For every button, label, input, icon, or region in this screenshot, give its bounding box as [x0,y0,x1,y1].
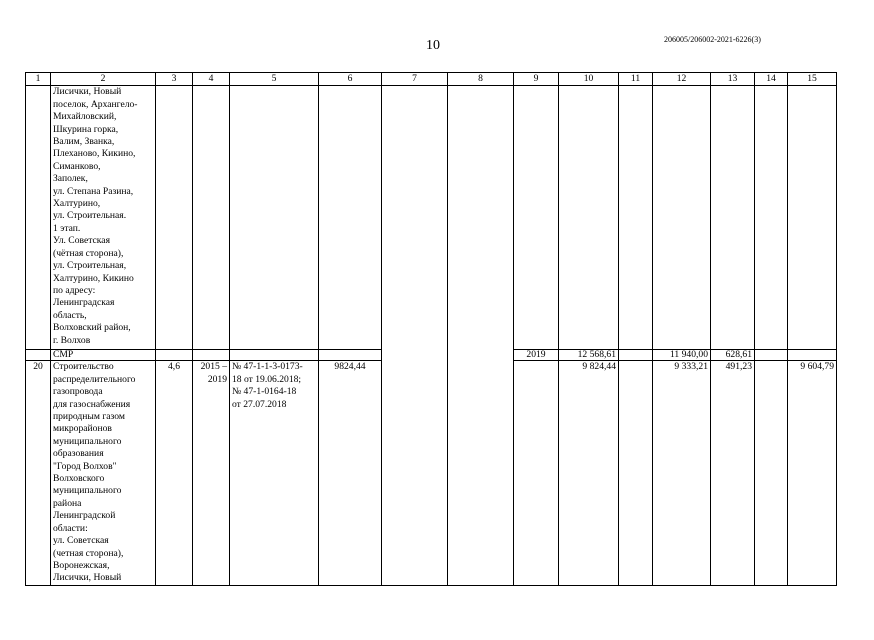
col-header: 9 [514,73,559,86]
document-code: 206005/206002-2021-6226(3) [664,35,761,44]
col-header: 14 [755,73,788,86]
object-description: Лисички, Новый поселок, Архангело- Михайловский, Шкурина горка, Валим, Званка, Плеханово, Кикино, Симанково, Заполек, ул. Степана Разина, Халтурино, ул. Строительная. 1 этап. Ул. Советская (чётная сторона), ул. Строительная, Халтурино, Кикино по адресу: Ленинградская область, Волховский район, г. Волхов [51,86,156,350]
col-header: 8 [448,73,514,86]
table-row [26,86,837,350]
smr-label: СМР [51,350,156,361]
header-row [26,73,837,86]
col-header: 6 [319,73,382,86]
smr-year: 2019 [514,350,559,361]
col-header: 2 [51,73,156,86]
estimated-cost: 9824,44 [319,361,382,585]
row20-col10: 9 824,44 [559,361,619,585]
smr-col10: 12 568,61 [559,350,619,361]
col-header: 7 [382,73,448,86]
row-number: 20 [26,361,51,585]
col-header: 5 [230,73,319,86]
row20-col15: 9 604,79 [788,361,837,585]
capacity-value: 4,6 [156,361,193,585]
col-header: 15 [788,73,837,86]
col-header: 13 [711,73,755,86]
row20-col12: 9 333,21 [653,361,711,585]
object-description: Строительство распределительного газопровода для газоснабжения природным газом микрорайонов муниципального образования "Город Волхов" Волховского муниципального района Ленинградской области: ул. Советская (четная сторона), Воронежская, Лисички, Новый [51,361,156,585]
col-header: 11 [619,73,653,86]
period-cell: 2015 – 2019 [193,361,230,585]
col-header: 4 [193,73,230,86]
row20-col13: 491,23 [711,361,755,585]
col-header: 12 [653,73,711,86]
col-header: 1 [26,73,51,86]
col-header: 10 [559,73,619,86]
smr-col12: 11 940,00 [653,350,711,361]
col-header: 3 [156,73,193,86]
data-table [25,72,837,586]
page-number: 10 [426,38,440,53]
smr-col13: 628,61 [711,350,755,361]
expertise-references: № 47-1-1-3-0173- 18 от 19.06.2018; № 47-1-0164-18 от 27.07.2018 [230,361,319,585]
